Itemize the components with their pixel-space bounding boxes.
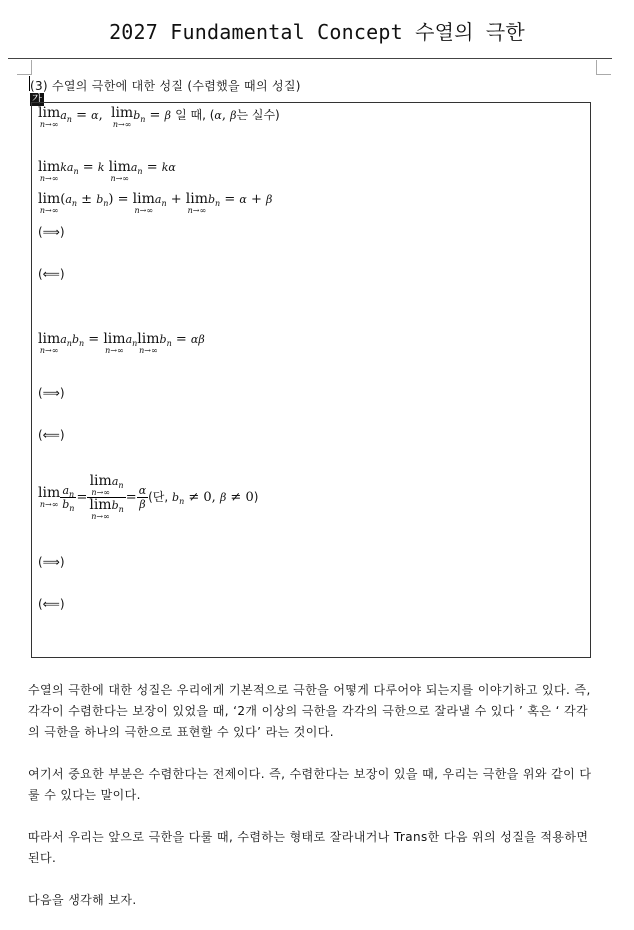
formula-sum-difference: lim n→∞ $(a_n \pm b_n)$ = lim n→∞ $a_n$ + lim n→∞ $b_n = \alpha + \beta$ <box>38 191 273 215</box>
formula-quotient: lim n→∞ $\frac{a_n}{b_n}$ = lim n→∞ $a_n$ lim n→∞ $b_n$ = $\frac{\alpha}{\beta}$ (단, $b_n \ne 0$, β ≠ 0) <box>38 473 259 521</box>
condition-formula: lim n→∞ $a_n = \alpha$, lim n→∞ $b_n = \beta$ 일 때, (α, β는 실수) <box>38 105 280 129</box>
condition-tail: 는 실수) <box>236 108 280 122</box>
formula-scalar-multiple: lim n→∞ $ka_n = k$ lim n→∞ $a_n = k\alpha$ <box>38 159 176 183</box>
implies-arrow-3: (⟹) <box>38 555 65 569</box>
page-title: 2027 Fundamental Concept 수열의 극한 <box>109 20 525 44</box>
formula-product: lim n→∞ $a_nb_n$ = lim n→∞ $a_n$ lim n→∞ $b_n = \alpha\beta$ <box>38 331 205 355</box>
implied-by-arrow-1: (⟸) <box>38 267 65 281</box>
quotient-note: (단, <box>148 490 173 504</box>
condition-text: 일 때, ( <box>175 108 215 122</box>
header-rule <box>8 58 612 59</box>
implies-arrow-1: (⟹) <box>38 225 65 239</box>
paragraph-1: 수열의 극한에 대한 성질은 우리에게 기본적으로 극한을 어떻게 다루어야 되는지를 이야기하고 있다. 즉, 각각이 수렴한다는 보장이 있었을 때, ‘2개 이상의 극한을 각각의 극한으로 잘라낼 수 있다 ’ 혹은 ‘ 각각의 극한을 하나의 극한으로 표현할 수 있다’ 라는 것이다. <box>28 683 591 739</box>
implied-by-arrow-3: (⟸) <box>38 597 65 611</box>
label-badge: 가 <box>30 93 44 106</box>
implied-by-arrow-2: (⟸) <box>38 428 65 442</box>
margin-corner-right <box>596 60 611 75</box>
paragraph-3: 따라서 우리는 앞으로 극한을 다룰 때, 수렴하는 형태로 잘라내거나 Trans한 다음 위의 성질을 적용하면 된다. <box>28 830 589 865</box>
paragraph-4: 다음을 생각해 보자. <box>28 893 137 907</box>
implies-arrow-2: (⟹) <box>38 386 65 400</box>
properties-box <box>31 102 591 658</box>
section-heading: (3) 수열의 극한에 대한 성질 (수렴했을 때의 성질) <box>30 79 301 93</box>
paragraph-2: 여기서 중요한 부분은 수렴한다는 전제이다. 즉, 수렴한다는 보장이 있을 때, 우리는 극한을 위와 같이 다룰 수 있다는 말이다. <box>28 767 592 802</box>
margin-corner-left <box>17 60 32 75</box>
